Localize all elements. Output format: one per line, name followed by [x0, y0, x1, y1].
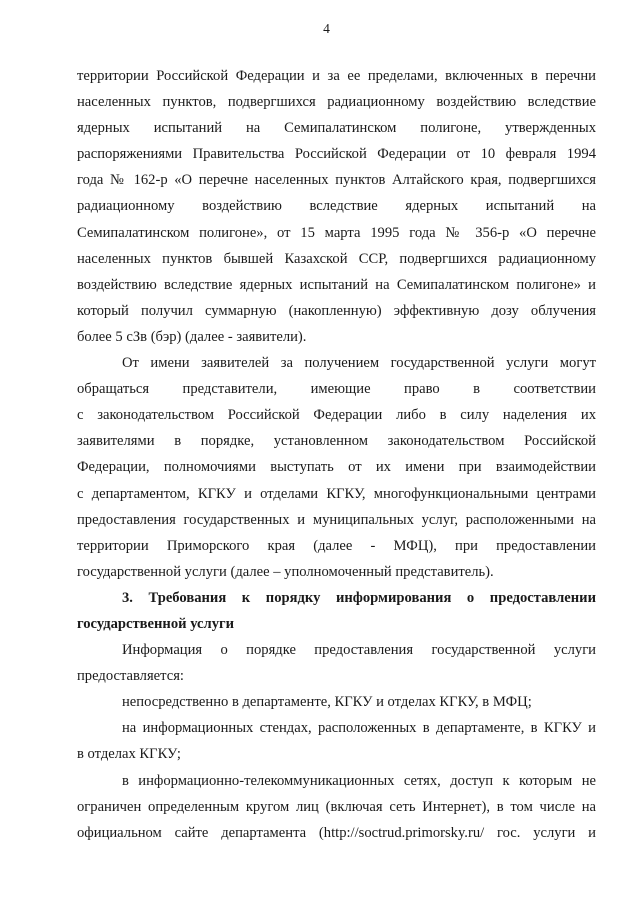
- paragraph-line: 3. Требования к порядку информирования о предоставлении: [122, 589, 596, 606]
- paragraph-line: обращаться представители, имеющие право в соответствии: [77, 381, 596, 398]
- paragraph-line: с департаментом, КГКУ и отделами КГКУ, многофункциональными центрами: [77, 485, 596, 502]
- section-heading: [77, 585, 596, 637]
- paragraph: [77, 715, 596, 767]
- paragraph-line: воздействию вследствие ядерных испытаний на Семипалатинском полигоне» и: [77, 276, 596, 293]
- paragraph: [77, 350, 596, 585]
- paragraph-line: радиационному воздействию вследствие ядерных испытаний на: [77, 198, 596, 215]
- paragraph-line: в информационно-телекоммуникационных сетях, доступ к которым не: [122, 772, 596, 789]
- paragraph-line: заявителями в порядке, установленном законодательством Российской: [77, 433, 596, 450]
- paragraph-line: населенных пунктов бывшей Казахской ССР, подвергшихся радиационному: [77, 250, 596, 267]
- paragraph: [77, 768, 596, 846]
- paragraph-line: распоряжениями Правительства Российской Федерации от 10 февраля 1994: [77, 146, 596, 163]
- paragraph-line: предоставления государственных и муниципальных услуг, расположенными на: [77, 511, 596, 528]
- paragraph-line: государственной услуги: [77, 615, 235, 632]
- paragraph: [77, 689, 596, 715]
- paragraph-line: года № 162-р «О перечне населенных пунктов Алтайского края, подвергшихся: [77, 172, 596, 189]
- paragraph-line: государственной услуги (далее – уполномоченный представитель).: [77, 563, 494, 580]
- paragraph-line: ядерных испытаний на Семипалатинском полигоне, утвержденных: [77, 120, 596, 137]
- paragraph-line: Федерации, полномочиями выступать от их имени при взаимодействии: [77, 459, 596, 476]
- page-number: 4: [323, 21, 330, 36]
- paragraph-line: ограничен определенным кругом лиц (включая сеть Интернет), в том числе на: [77, 798, 596, 815]
- paragraph-line: в отделах КГКУ;: [77, 746, 181, 763]
- paragraph-line: непосредственно в департаменте, КГКУ и отделах КГКУ, в МФЦ;: [122, 694, 532, 711]
- paragraph: [77, 637, 596, 689]
- paragraph-line: территории Приморского края (далее - МФЦ), при предоставлении: [77, 537, 596, 554]
- paragraph: [77, 63, 596, 350]
- paragraph-line: Информация о порядке предоставления государственной услуги: [122, 642, 596, 659]
- paragraph-line: территории Российской Федерации и за ее пределами, включенных в перечни: [77, 68, 596, 84]
- paragraph-line: который получил суммарную (накопленную) эффективную дозу облучения: [77, 302, 596, 319]
- paragraph-line: на информационных стендах, расположенных в департаменте, в КГКУ и: [122, 720, 596, 737]
- paragraph-line: От имени заявителей за получением государственной услуги могут: [122, 355, 596, 372]
- paragraph-line: Семипалатинском полигоне», от 15 марта 1995 года № 356-р «О перечне: [77, 224, 596, 241]
- document-body: [77, 63, 596, 846]
- paragraph-line: предоставляется:: [77, 668, 184, 685]
- paragraph-line: официальном сайте департамента (http://soctrud.primorsky.ru/ гос. услуги и: [77, 824, 596, 841]
- paragraph-line: населенных пунктов, подвергшихся радиационному воздействию вследствие: [77, 94, 596, 111]
- paragraph-line: с законодательством Российской Федерации либо в силу наделения их: [77, 407, 596, 424]
- paragraph-line: более 5 сЗв (бэр) (далее - заявители).: [77, 328, 307, 345]
